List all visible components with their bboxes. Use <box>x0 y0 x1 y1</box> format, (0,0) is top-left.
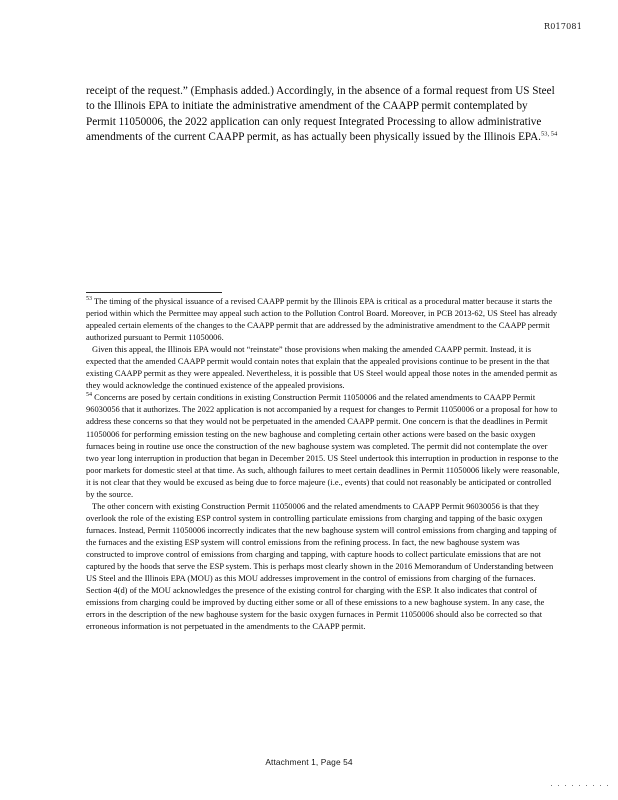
document-id: R017081 <box>544 22 582 31</box>
footnote-54-continuation <box>86 500 560 633</box>
scan-speck <box>572 785 573 786</box>
scan-speck <box>579 785 580 786</box>
footnote-number: 54 <box>86 392 92 399</box>
scan-speck <box>600 785 601 786</box>
footnote-continuation-text: Given this appeal, the Illinois EPA would not “reinstate” those provisions when making the amended CAAPP permit. Instead, it is expected that the amended CAAPP permit would contain notes that explain that the appealed provisions continue to be present in the that existing CAAPP permit as they were appealed. Nevertheless, it is possible that US Steel would appeal those notes in the amended permit as they would acknowledge the continued existence of the appealed provisions. <box>86 344 558 391</box>
footnote-reference: 53, 54 <box>540 130 558 138</box>
page-footer: Attachment 1, Page 54 <box>265 757 353 767</box>
footnote-53 <box>86 295 560 343</box>
footnotes-section <box>86 295 560 632</box>
body-text: receipt of the request.” (Emphasis added.) Accordingly, in the absence of a formal request from US Steel to the Illinois EPA to initiate the administrative amendment of the CAAPP permit contemplated by Permit 11050006, the 2022 application can only request Integrated Processing to allow administrative amendments of the current CAAPP permit, as has actually been physically issued by the Illinois EPA. <box>86 85 555 144</box>
scan-speck <box>551 785 552 786</box>
footnote-53-continuation <box>86 343 560 391</box>
footnote-54 <box>86 391 560 499</box>
footnote-text: The timing of the physical issuance of a revised CAAPP permit by the Illinois EPA is critical as a procedural matter because it starts the period within which the Permittee may appeal such action to the Pollution Control Board. Moreover, in PCB 2013-62, US Steel has already appealed certain elements of the changes to the CAAPP permit that are addressed by the administrative amendment to the CAAPP permit authorized pursuant to Permit 11050006. <box>86 296 558 343</box>
scan-speck <box>586 785 587 786</box>
scan-speck <box>607 785 608 786</box>
body-paragraph <box>86 84 560 146</box>
scan-speck <box>558 785 559 786</box>
footnote-separator <box>86 292 222 293</box>
scan-speck <box>593 785 594 786</box>
footnote-number: 53 <box>86 296 92 303</box>
scan-artifacts <box>551 785 608 786</box>
footnote-continuation-text: The other concern with existing Construction Permit 11050006 and the related amendments to CAAPP Permit 96030056 is that they overlook the role of the existing ESP control system in controlling particulate emissions from charging and tapping of the basic oxygen furnaces. Instead, Permit 11050006 incorrectly indicates that the new baghouse system will control emissions from charging and tapping of the furnaces and the existing ESP system will control emissions from the refining process. In fact, the new baghouse system was constructed to improve control of emissions from charging and tapping, with capture hoods to collect particulate emissions that are not captured by the hoods that serve the ESP system. This is perhaps most clearly shown in the 2016 Memorandum of Understanding between US Steel and the Illinois EPA (MOU) as this MOU addresses improvement in the control of emissions from charging of the furnaces. Section 4(d) of the MOU acknowledges the presence of the existing control for charging with the ESP. It also indicates that control of emissions from charging could be improved by ducting either some or all of these emissions to a new baghouse system. In any case, the errors in the description of the new baghouse system for the basic oxygen furnaces in Permit 11050006 should also be corrected so that erroneous information is not perpetuated in the amendments to the CAAPP permit. <box>86 500 557 632</box>
scan-speck <box>565 785 566 786</box>
footnote-text: Concerns are posed by certain conditions in existing Construction Permit 11050006 and the related amendments to CAAPP Permit 96030056 that it authorizes. The 2022 application is not accompanied by a request for changes to Permit 11050006 or a proposal for how to address these concerns so that they would not be perpetuated in the amended CAAPP permit. One concern is that the deadlines in Permit 11050006 for performing emission testing on the new baghouse and completing certain other actions were based on the basic oxygen furnaces being in routine use once the construction of the new baghouse system was completed. The permit did not contemplate the over two year long interruption in production that began in December 2015. US Steel undertook this interruption in production in response to the poor markets for domestic steel at that time. As such, although failures to meet certain deadlines in Permit 11050006 likely were reasonable, it is not clear that they would be excused as being due to force majeure (i.e., events) that could not reasonably be anticipated or controlled by the source. <box>86 392 560 499</box>
